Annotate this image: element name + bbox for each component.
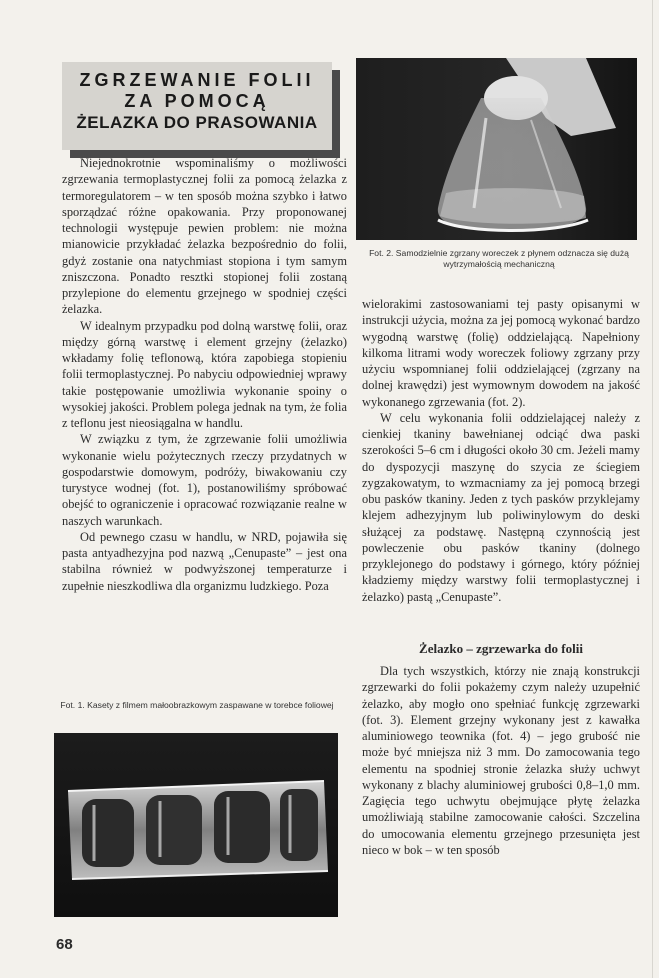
title-line-2: ZA POMOCĄ [124, 91, 270, 111]
paragraph: W idealnym przypadku pod dolną warstwę folii, oraz między górną warstwę i element grzejny (żelazko) wkładamy folię teflonową, która zapobiega stopieniu folii termoplastycznej. Po nabyciu odpowiedniej wprawy takie postępowanie umożliwia wykonanie spoiny o wysokiej jakości. Problem polega jednak na tym, że folia z teflonu jest nieosiągalna w handlu. [62, 318, 347, 430]
paragraph: Dla tych wszystkich, którzy nie znają konstrukcji zgrzewarki do folii pokażemy czym należy uzupełnić żelazko, aby mogło ono spełniać funkcję zgrzewarki (fot. 3). Element grzejny wykonany jest z kawałka aluminiowego teownika (fot. 4) – jego grubość nie może być mniejsza niż 3 mm. Do zamocowania tego elementu na spodniej stronie żelazka służy uchwyt wykonany z blachy aluminiowej grubości 0,8–1,0 mm. Zagięcia tego uchwytu obejmujące płytę żelazka umożliwiają stabilne zamocowanie całości. Szczelina do umocowania elementu grzejnego przesunięta jest nieco w bok – w ten sposób [362, 664, 640, 857]
section-subheading: Żelazko – zgrzewarka do folii [419, 641, 583, 656]
photo-1-caption: Fot. 1. Kasety z filmem małoobrazkowym zaspawane w torebce foliowej [60, 700, 334, 710]
right-column-bottom [362, 663, 640, 858]
paragraph: W celu wykonania folii oddzielającej należy z cienkiej tkaniny bawełnianej odciąć dwa paski szerokości 5–6 cm i długości około 30 cm. Jeżeli mamy do dyspozycji maszynę do szycia ze ściegiem zygzakowatym, to wzmacniamy za jej pomocą brzegi obu pasków tkaniny. Jeden z tych pasków przyklejamy klejem adhezyjnym lub poliwinylowym do deski służącej za podstawę. Następną czynnością jest powleczenie obu pasków tkaniny (dolnego przyklejonego do podstawy i górnego, który później kładziemy między warstwy folii termoplastycznej i żelazko) pastą „Cenupaste”. [362, 410, 640, 604]
photo-2-caption: Fot. 2. Samodzielnie zgrzany woreczek z płynem odznacza się dużą wytrzymałością mechaniczną [369, 248, 629, 269]
paragraph: wielorakimi zastosowaniami tej pasty opisanymi w instrukcji użycia, można za jej pomocą wykonać bardzo wygodną warstwę (folię) oddzielającą. Napełniony kilkoma litrami wody woreczek foliowy zgrzany przy użyciu wspomnianej folii oddzielającej (zgrzany na dolnej krawędzi) jest wymownym dowodem na jakość wykonanego zgrzewania (fot. 2). [362, 297, 640, 409]
right-column-top [362, 296, 640, 605]
photo-water-bag [356, 58, 637, 240]
paragraph: W związku z tym, że zgrzewanie folii umożliwia wykonanie wielu pożytecznych rzeczy przydatnych w gospodarstwie domowym, podróży, biwakowaniu czy turystyce wodnej (fot. 1), postanowiliśmy spróbować obejść to ograniczenie i opracować rozwiązanie realne w naszych warunkach. [62, 432, 347, 528]
left-column [62, 155, 347, 594]
page-edge [652, 0, 653, 978]
title-line-3: ŻELAZKA DO PRASOWANIA [76, 113, 318, 132]
title-line-1: ZGRZEWANIE FOLII [79, 70, 315, 90]
photo-film-cassettes [54, 733, 338, 917]
paragraph: Od pewnego czasu w handlu, w NRD, pojawiła się pasta antyadhezyjna pod nazwą „Cenupaste” – jest ona stabilna również w podwyższonej temperaturze i zupełnie nieszkodliwa dla organizmu ludzkiego. Poza [62, 529, 347, 593]
article-title [62, 62, 332, 150]
paragraph: Niejednokrotnie wspominaliśmy o możliwości zgrzewania termoplastycznej folii za pomocą żelazka z termoregulatorem – w ten sposób można szybko i łatwo sporządzać różne opakowania. Przy proponowanej technologii występuje pewien problem: nie można mianowicie przykładać żelazka bezpośrednio do folii, gdyż zostanie ona natychmiast stopiona i tym samym zniszczona. Ponadto resztki stopionej folii zostaną przylepione do elementu grzejnego w spodniej części żelazka. [62, 156, 347, 317]
page-number: 68 [56, 936, 73, 953]
